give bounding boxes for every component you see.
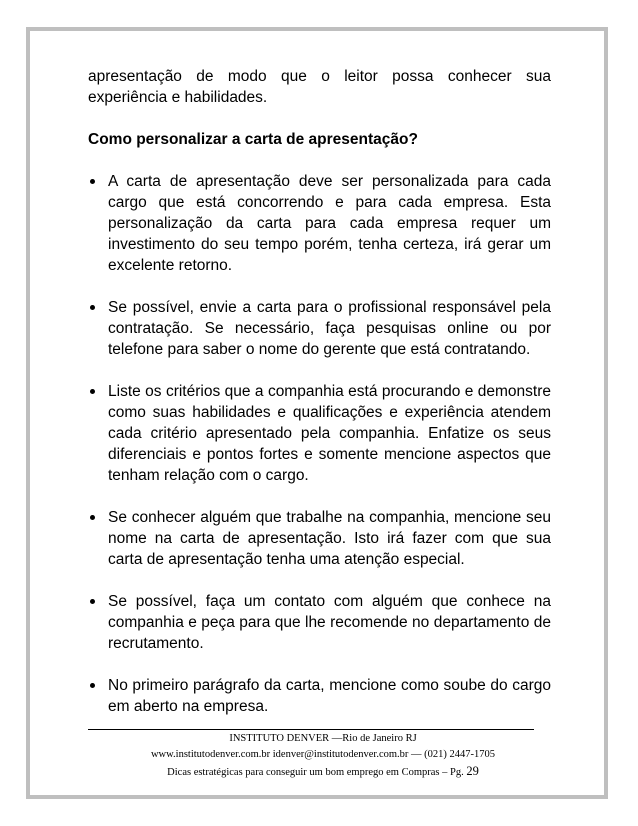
list-item-text: Se conhecer alguém que trabalhe na companhia, mencione seu nome na carta de apresentação. Isto irá fazer com que sua carta de apresentação tenha uma atenção especial. — [108, 509, 551, 568]
page-footer — [88, 731, 558, 781]
footer-contacts: www.institutodenver.com.br idenver@institutodenver.com.br — (021) 2447-1705 — [150, 749, 496, 760]
list-item — [88, 507, 551, 570]
list-item — [88, 381, 551, 486]
list-item — [88, 171, 551, 276]
footer-tagline-row — [88, 763, 558, 781]
footer-tagline: Dicas estratégicas para conseguir um bom emprego em Compras – Pg. — [167, 767, 464, 778]
list-item — [88, 297, 551, 360]
list-item-text: Se possível, faça um contato com alguém que conhece na companhia e peça para que lhe recomende no departamento de recrutamento. — [108, 593, 551, 652]
list-item-text: A carta de apresentação deve ser personalizada para cada cargo que está concorrendo e para cada empresa. Esta personalização da carta para cada empresa requer um investimento do seu tempo porém, tenha certeza, irá gerar um excelente retorno. — [108, 173, 551, 274]
bullet-icon — [90, 683, 95, 688]
section-heading: Como personalizar a carta de apresentação? — [88, 131, 418, 148]
bullet-icon — [90, 389, 95, 394]
page-number: 29 — [466, 764, 479, 778]
list-item — [88, 591, 551, 654]
page-content — [88, 66, 551, 738]
footer-institute: INSTITUTO DENVER —Rio de Janeiro RJ — [229, 733, 417, 744]
bullet-icon — [90, 179, 95, 184]
bullet-list — [88, 171, 551, 717]
list-item — [88, 675, 551, 717]
footer-divider — [88, 729, 534, 730]
bullet-icon — [90, 599, 95, 604]
list-item-text: Se possível, envie a carta para o profissional responsável pela contratação. Se necessário, faça pesquisas online ou por telefone para saber o nome do gerente que está contratando. — [108, 299, 551, 358]
bullet-icon — [90, 515, 95, 520]
list-item-text: No primeiro parágrafo da carta, mencione como soube do cargo em aberto na empresa. — [108, 677, 551, 715]
list-item-text: Liste os critérios que a companhia está procurando e demonstre como suas habilidades e qualificações e experiência atendem cada critério apresentado pela companhia. Enfatize os seus diferenciais e pontos fortes e somente mencione aspectos que tenham relação com o cargo. — [108, 383, 551, 484]
bullet-icon — [90, 305, 95, 310]
intro-paragraph: apresentação de modo que o leitor possa conhecer sua experiência e habilidades. — [88, 68, 551, 106]
